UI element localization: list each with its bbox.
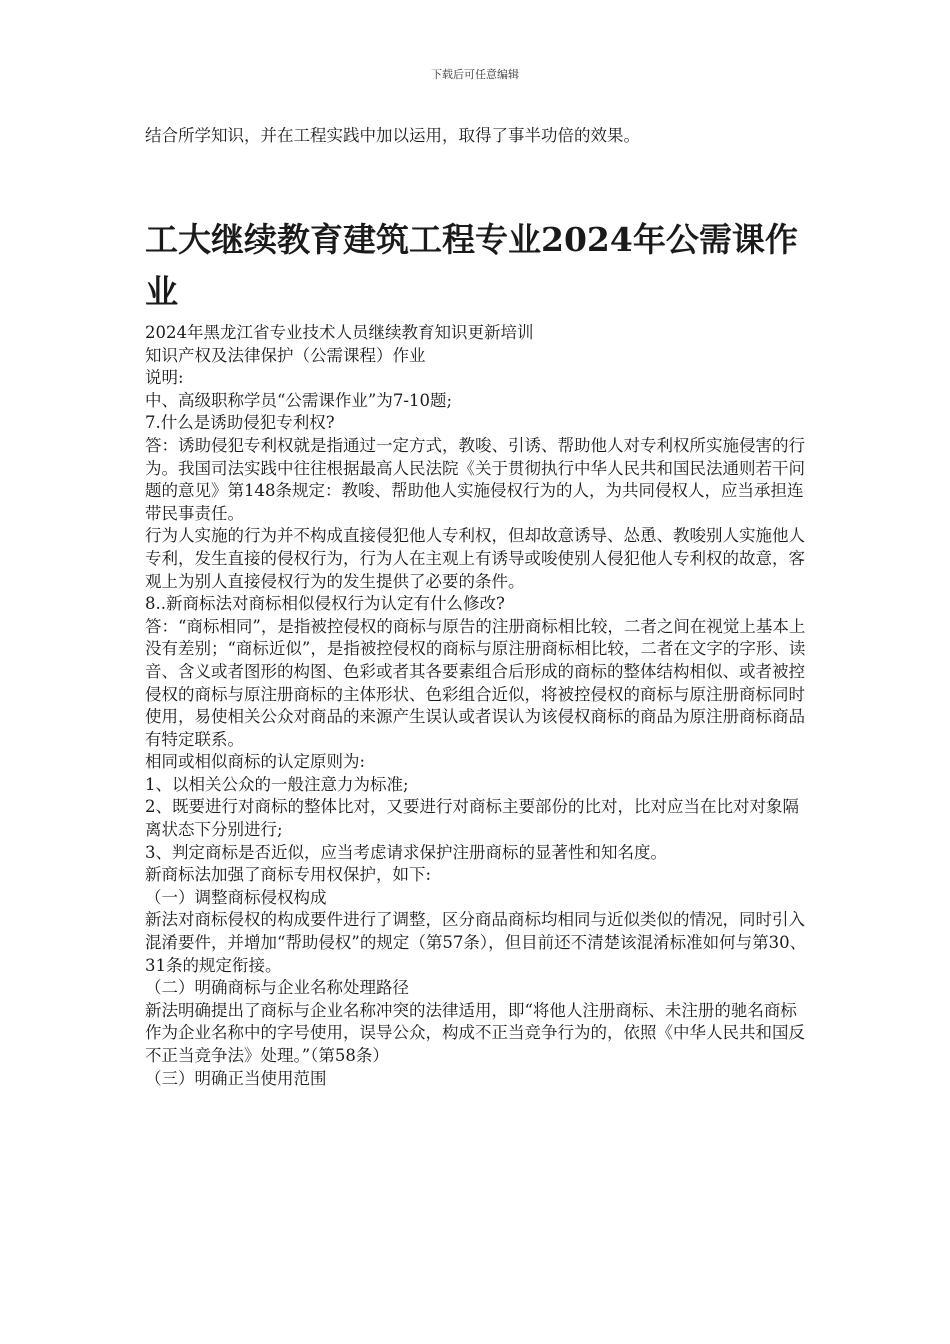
section-2-text: 新法明确提出了商标与企业名称冲突的法律适用，即“将他人注册商标、未注册的驰名商标作为企业名称中的字号使用，误导公众，构成不正当竞争行为的，依照《中华人民共和国反不正当竞争法》处理。”（第58条） [145, 1000, 805, 1065]
answer-8-definition: 答：“商标相同”，是指被控侵权的商标与原告的注册商标相比较，二者之间在视觉上基本上没有差别；“商标近似”，是指被控侵权的商标与原注册商标相比较，二者在文字的字形、读音、含义或者图形的构图、色彩或者其各要素组合后形成的商标的整体结构相似、或者被控侵权的商标与原注册商标的主体形状、色彩组合近似，将被控侵权的商标与原注册商标同时使用，易使相关公众对商品的来源产生误认或者误认为该侵权商标的商品为原注册商标商品有特定联系。 [145, 616, 806, 749]
paragraph-note-text: 中、高级职称学员“公需课作业”为7-10题; [145, 390, 452, 410]
page-header-note: 下载后可任意编辑 [431, 68, 519, 81]
section-1-heading: （一）调整商标侵权构成 [145, 887, 327, 907]
document-body [145, 322, 813, 1090]
answer-7-part-1: 答：诱助侵犯专利权就是指通过一定方式，教唆、引诱、帮助他人对专利权所实施侵害的行为。我国司法实践中往往根据最高人民法院《关于贯彻执行中华人民共和国民法通则若干问题的意见》第148条规定：教唆、帮助他人实施侵权行为的人，为共同侵权人，应当承担连带民事责任。 [145, 435, 805, 523]
question-8: 8..新商标法对商标相似侵权行为认定有什么修改? [145, 594, 505, 614]
section-3-heading: （三）明确正当使用范围 [145, 1068, 327, 1088]
principles-heading: 相同或相似商标的认定原则为: [145, 752, 366, 772]
principle-2: 2、既要进行对商标的整体比对，又要进行对商标主要部份的比对，比对应当在比对对象隔离状态下分别进行; [145, 797, 799, 840]
question-7: 7.什么是诱助侵犯专利权? [145, 413, 335, 433]
intro-paragraph: 结合所学知识，并在工程实践中加以运用，取得了事半功倍的效果。 [145, 126, 640, 145]
principle-3: 3、判定商标是否近似，应当考虑请求保护注册商标的显著性和知名度。 [145, 842, 667, 862]
principle-1: 1、以相关公众的一般注意力为标准; [145, 774, 409, 794]
answer-7-part-2: 行为人实施的行为并不构成直接侵犯他人专利权，但却故意诱导、怂恿、教唆别人实施他人专利，发生直接的侵权行为，行为人在主观上有诱导或唆使别人侵犯他人专利权的故意，客观上为别人直接侵权行为的发生提供了必要的条件。 [145, 526, 805, 591]
protection-heading: 新商标法加强了商标专用权保护，如下: [145, 865, 432, 885]
section-1-text: 新法对商标侵权的构成要件进行了调整，区分商品商标均相同与近似类似的情况，同时引入混淆要件，并增加“帮助侵权”的规定（第57条），但目前还不清楚该混淆标准如何与第30、31条的规定衔接。 [145, 910, 807, 975]
document-title: 工大继续教育建筑工程专业2024年公需课作业 [145, 220, 798, 311]
paragraph-course-name: 知识产权及法律保护（公需课程）作业 [145, 345, 426, 365]
paragraph-training-name: 2024年黑龙江省专业技术人员继续教育知识更新培训 [145, 323, 534, 342]
paragraph-note-label: 说明: [145, 368, 184, 388]
section-2-heading: （二）明确商标与企业名称处理路径 [145, 978, 409, 998]
